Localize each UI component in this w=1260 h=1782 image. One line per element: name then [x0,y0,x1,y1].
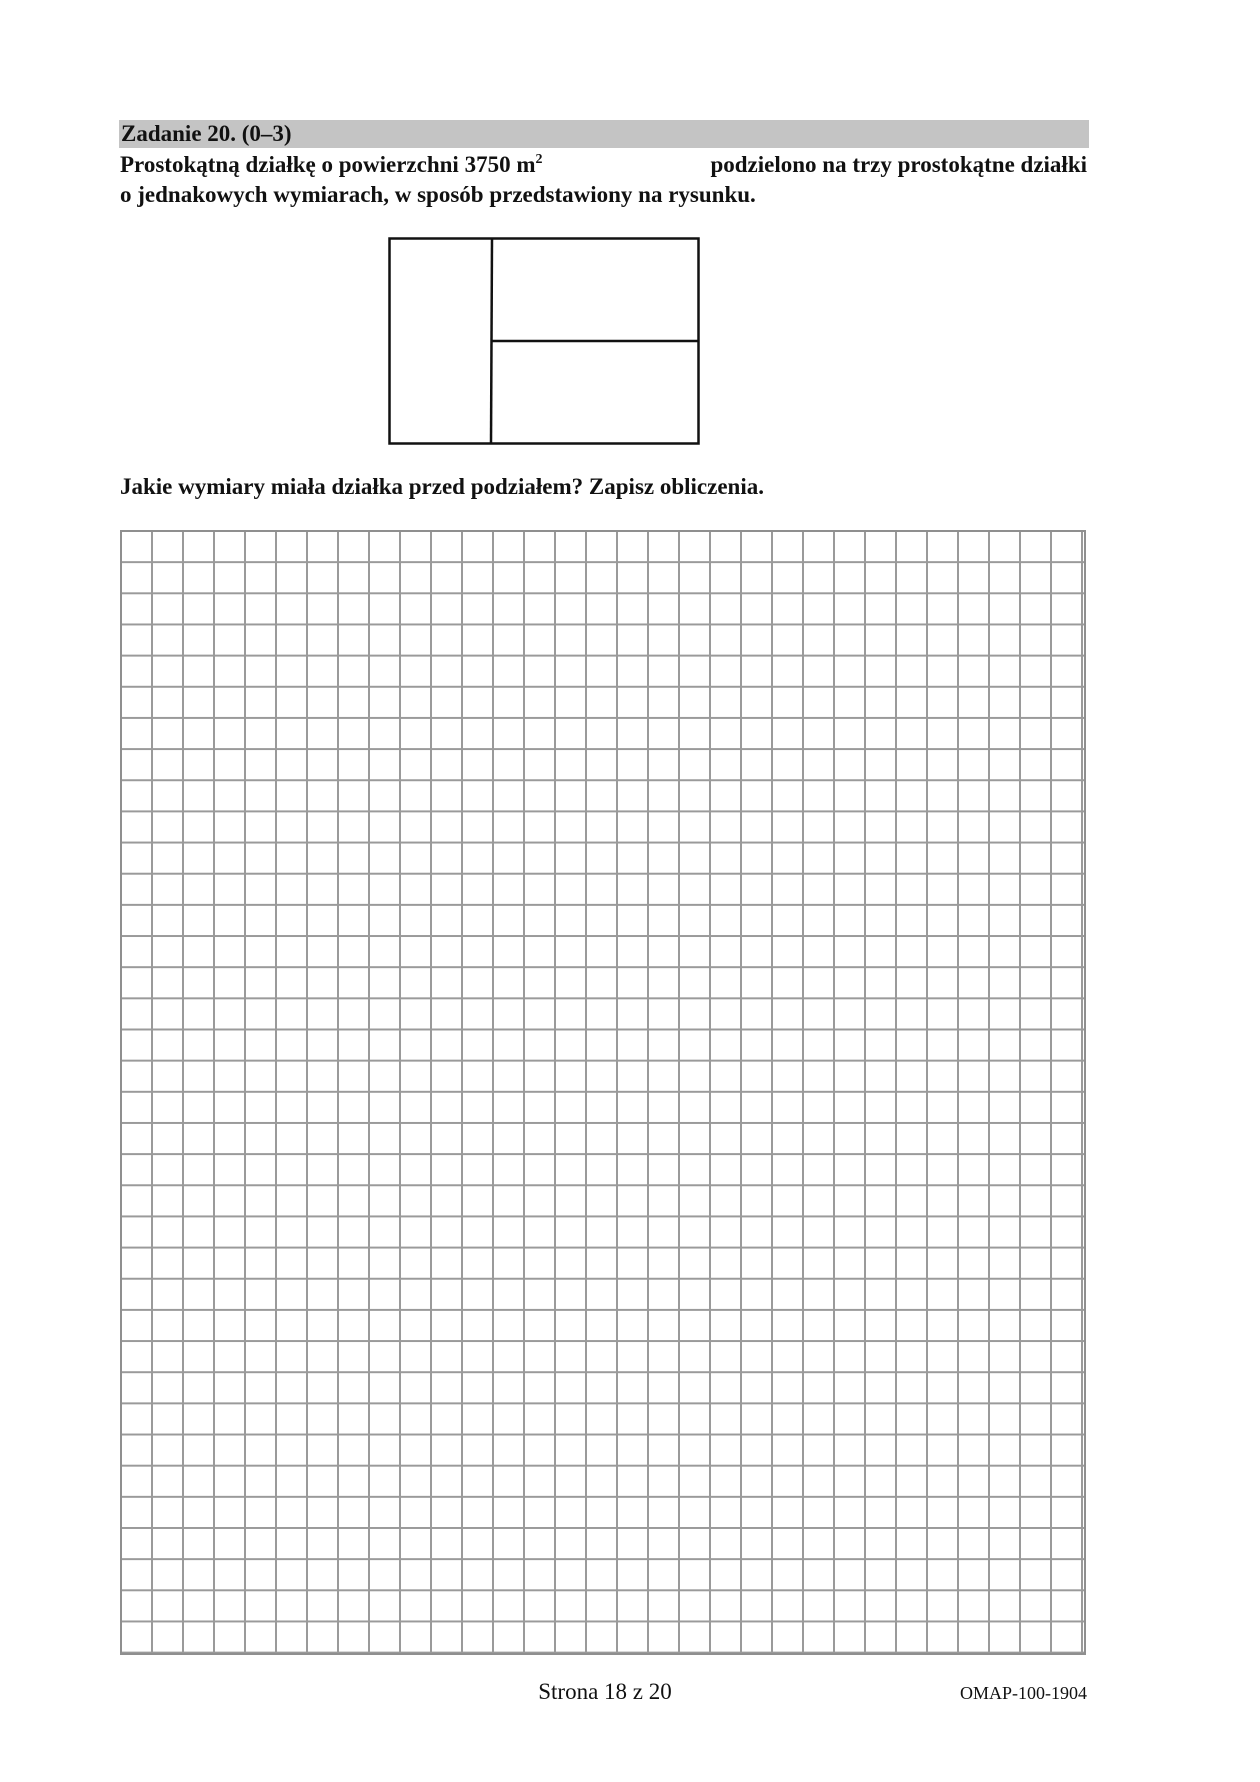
task-text-area: Prostokątną działkę o powierzchni 3750 m [120,152,536,177]
task-text-line-2: o jednakowych wymiarach, w sposób przedstawiony na rysunku. [120,182,756,207]
question: Jakie wymiary miała działka przed podziałem? Zapisz obliczenia. [120,474,764,499]
task-header: Zadanie 20. (0–3) [119,120,1089,148]
area-unit-exponent: 2 [535,152,543,167]
document-code: OMAP-100-1904 [959,1683,1087,1703]
task-text-line-1 [120,150,1087,180]
task-text-line-1-end: podzielono na trzy prostokątne działki [710,152,1087,177]
answer-grid[interactable] [120,530,1086,1655]
page-number: Strona 18 z 20 [538,1679,672,1704]
task-text [120,150,1087,210]
plot-division-figure [388,237,700,445]
task-text-line-1-start [120,150,542,180]
